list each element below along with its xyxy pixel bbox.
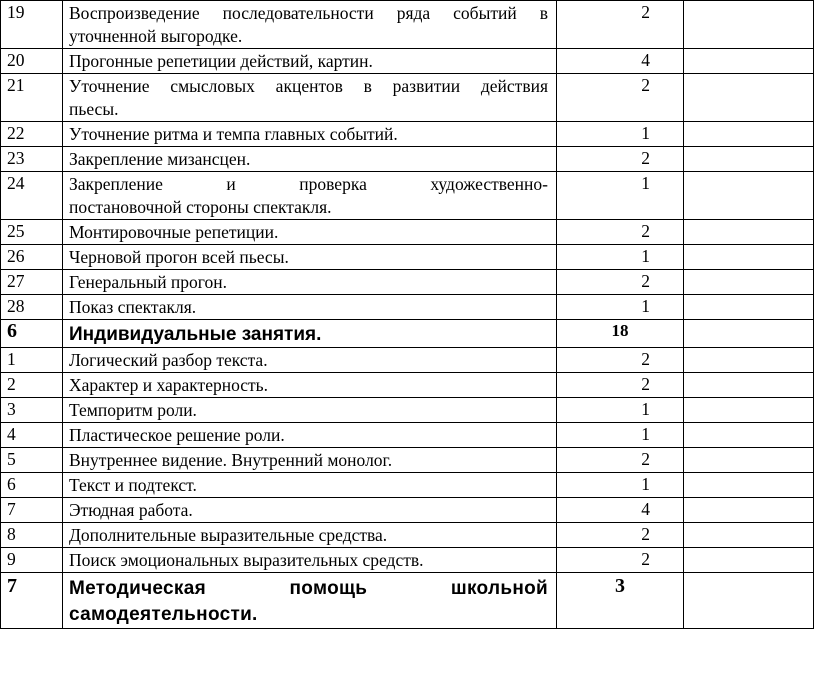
row-number: 21 <box>1 74 63 122</box>
row-number: 25 <box>1 220 63 245</box>
row-empty-cell <box>684 172 814 220</box>
row-hours: 1 <box>557 245 684 270</box>
row-hours: 2 <box>557 373 684 398</box>
row-empty-cell <box>684 448 814 473</box>
table-row <box>1 423 814 448</box>
row-topic: Поиск эмоциональных выразительных средств. <box>63 548 557 573</box>
row-topic <box>63 74 557 122</box>
row-topic: Внутреннее видение. Внутренний монолог. <box>63 448 557 473</box>
table-row <box>1 523 814 548</box>
table-row <box>1 49 814 74</box>
table-row <box>1 1 814 49</box>
row-number: 19 <box>1 1 63 49</box>
section-title-line: самодеятельности. <box>69 604 258 625</box>
row-topic: Черновой прогон всей пьесы. <box>63 245 557 270</box>
row-number: 26 <box>1 245 63 270</box>
row-number: 20 <box>1 49 63 74</box>
row-topic: Прогонные репетиции действий, картин. <box>63 49 557 74</box>
row-topic: Показ спектакля. <box>63 295 557 320</box>
row-empty-cell <box>684 74 814 122</box>
table-row <box>1 172 814 220</box>
row-empty-cell <box>684 573 814 629</box>
row-hours: 2 <box>557 220 684 245</box>
row-topic-line: Закрепление и проверка художественно- <box>69 174 548 194</box>
row-empty-cell <box>684 423 814 448</box>
row-hours: 2 <box>557 1 684 49</box>
row-hours: 1 <box>557 172 684 220</box>
table-row <box>1 448 814 473</box>
row-number: 27 <box>1 270 63 295</box>
row-topic: Пластическое решение роли. <box>63 423 557 448</box>
row-hours: 1 <box>557 122 684 147</box>
row-empty-cell <box>684 270 814 295</box>
row-hours: 2 <box>557 548 684 573</box>
row-topic: Темпоритм роли. <box>63 398 557 423</box>
row-number: 7 <box>1 498 63 523</box>
row-empty-cell <box>684 295 814 320</box>
table-row <box>1 295 814 320</box>
row-empty-cell <box>684 548 814 573</box>
row-hours: 1 <box>557 295 684 320</box>
row-hours: 4 <box>557 49 684 74</box>
row-empty-cell <box>684 523 814 548</box>
row-topic: Характер и характерность. <box>63 373 557 398</box>
row-hours: 2 <box>557 147 684 172</box>
row-topic: Генеральный прогон. <box>63 270 557 295</box>
row-number: 6 <box>1 473 63 498</box>
table-row <box>1 498 814 523</box>
row-empty-cell <box>684 473 814 498</box>
table-row <box>1 74 814 122</box>
section-title: Индивидуальные занятия. <box>63 320 557 348</box>
row-topic: Уточнение ритма и темпа главных событий. <box>63 122 557 147</box>
row-topic-line: уточненной выгородке. <box>69 26 243 46</box>
section-title-line: Методическая помощь школьной <box>69 578 548 599</box>
row-hours: 1 <box>557 473 684 498</box>
row-empty-cell <box>684 398 814 423</box>
row-topic-line: Уточнение смысловых акцентов в развитии действия <box>69 76 548 96</box>
table-row <box>1 398 814 423</box>
row-hours: 2 <box>557 448 684 473</box>
row-topic: Текст и подтекст. <box>63 473 557 498</box>
section-title <box>63 573 557 629</box>
section-hours: 18 <box>557 320 684 348</box>
row-topic: Этюдная работа. <box>63 498 557 523</box>
row-empty-cell <box>684 245 814 270</box>
row-empty-cell <box>684 49 814 74</box>
row-empty-cell <box>684 348 814 373</box>
table-row <box>1 348 814 373</box>
row-topic-line: Воспроизведение последовательности ряда событий в <box>69 3 548 23</box>
row-empty-cell <box>684 373 814 398</box>
row-empty-cell <box>684 220 814 245</box>
row-number: 5 <box>1 448 63 473</box>
row-number: 8 <box>1 523 63 548</box>
row-hours: 4 <box>557 498 684 523</box>
row-empty-cell <box>684 1 814 49</box>
row-hours: 2 <box>557 348 684 373</box>
section-hours: 3 <box>557 573 684 629</box>
row-hours: 1 <box>557 423 684 448</box>
row-number: 24 <box>1 172 63 220</box>
row-number: 23 <box>1 147 63 172</box>
table-row <box>1 245 814 270</box>
row-empty-cell <box>684 122 814 147</box>
row-number: 22 <box>1 122 63 147</box>
section-row <box>1 573 814 629</box>
section-row <box>1 320 814 348</box>
row-number: 4 <box>1 423 63 448</box>
row-hours: 2 <box>557 74 684 122</box>
table-row <box>1 147 814 172</box>
row-number: 1 <box>1 348 63 373</box>
row-hours: 1 <box>557 398 684 423</box>
row-number: 28 <box>1 295 63 320</box>
row-topic <box>63 1 557 49</box>
row-topic <box>63 172 557 220</box>
row-hours: 2 <box>557 270 684 295</box>
row-hours: 2 <box>557 523 684 548</box>
table-row <box>1 270 814 295</box>
row-number: 3 <box>1 398 63 423</box>
row-topic: Закрепление мизансцен. <box>63 147 557 172</box>
row-number: 9 <box>1 548 63 573</box>
table-row <box>1 548 814 573</box>
table-row <box>1 220 814 245</box>
row-empty-cell <box>684 320 814 348</box>
row-topic: Логический разбор текста. <box>63 348 557 373</box>
table-row <box>1 122 814 147</box>
row-empty-cell <box>684 498 814 523</box>
row-topic: Дополнительные выразительные средства. <box>63 523 557 548</box>
table-row <box>1 473 814 498</box>
row-topic-line: постановочной стороны спектакля. <box>69 197 332 217</box>
section-number: 6 <box>1 320 63 348</box>
row-topic-line: пьесы. <box>69 99 119 119</box>
row-number: 2 <box>1 373 63 398</box>
row-topic: Монтировочные репетиции. <box>63 220 557 245</box>
section-number: 7 <box>1 573 63 629</box>
table-row <box>1 373 814 398</box>
row-empty-cell <box>684 147 814 172</box>
